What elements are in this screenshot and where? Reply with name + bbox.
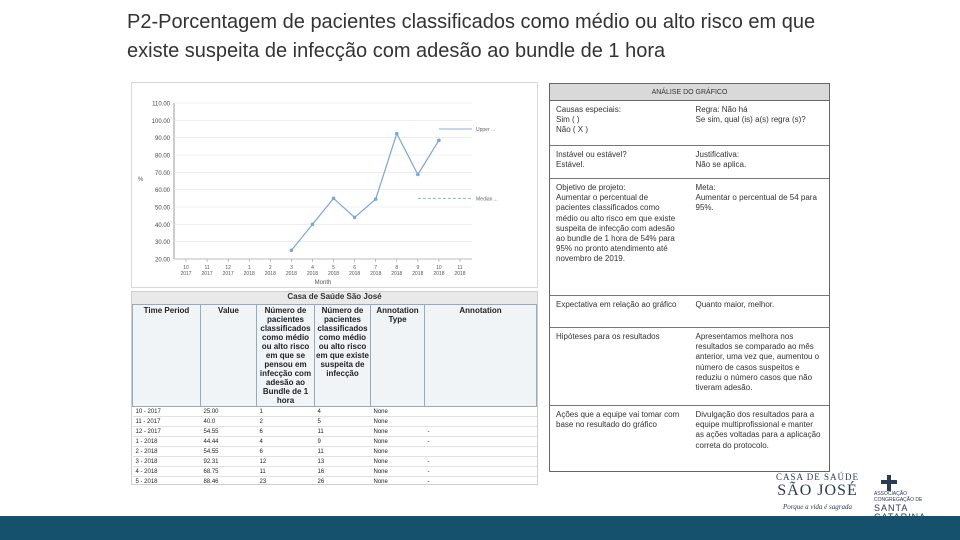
table-cell [425, 407, 537, 417]
col-header-time-period: Time Period [133, 305, 201, 407]
x-tick-label-year: 2018 [306, 271, 319, 277]
series-line [291, 134, 439, 251]
table-cell: 1 [257, 407, 315, 417]
analysis-row-stability [550, 146, 829, 179]
analysis-cell: Expectativa em relação ao gráfico [556, 300, 677, 309]
reference-line-label: Upper ... [476, 127, 496, 133]
cross-emblem-icon [878, 475, 900, 491]
data-point [416, 173, 420, 177]
x-tick-label-month: 7 [374, 265, 378, 271]
table-cell: 88.46 [201, 477, 257, 486]
table-cell: 5 - 2018 [133, 477, 201, 486]
analysis-table [549, 83, 830, 472]
table-cell: 5 [315, 417, 371, 427]
page-title: P2-Porcentagem de pacientes classificados como médio ou alto risco em que existe suspeita de infecção com adesão ao bundle de 1 hora [127, 11, 816, 62]
x-tick-label-year: 2017 [180, 271, 192, 277]
analysis-row-hypotheses [550, 328, 829, 406]
table-cell: - [425, 457, 537, 467]
col-header-annotation-type: Annotation Type [371, 305, 425, 407]
analysis-row-special-causes [550, 101, 829, 146]
logo-acsc-big-text: SANTA [874, 503, 908, 513]
col-header-adhesion-count: Número de pacientes classificados como médio ou alto risco em que se pensou em infecção com adesão ao Bundle de 1 hora [257, 305, 315, 407]
table-cell: 2 [257, 417, 315, 427]
y-tick-label: 30.00 [154, 240, 170, 247]
table-cell: 92.31 [201, 457, 257, 467]
logo-acsc-small-text: ASSOCIAÇÃO CONGREGAÇÃO DE [874, 491, 923, 503]
table-row [133, 437, 537, 447]
table-cell: 26 [315, 477, 371, 486]
table-cell: 4 [257, 437, 315, 447]
x-tick-label-year: 2018 [264, 271, 276, 277]
table-cell: None [371, 437, 425, 447]
x-tick-label-month: 9 [416, 265, 420, 271]
y-tick-label: 80.00 [154, 153, 170, 160]
table-cell: 3 - 2018 [133, 457, 201, 467]
logo-casa-de-saude-sao-jose [770, 472, 865, 511]
table-row [133, 477, 537, 486]
table-cell: None [371, 457, 425, 467]
data-table-grid [132, 304, 537, 485]
table-cell: 1 - 2018 [133, 437, 201, 447]
table-cell: None [371, 427, 425, 437]
y-axis-label: % [138, 177, 144, 183]
table-cell: 44.44 [201, 437, 257, 447]
y-tick-label: 20.00 [154, 257, 170, 264]
analysis-row-project-goal [550, 179, 829, 296]
analysis-cell: Regra: Não há Se sim, qual (is) a(s) regra (s)? [695, 105, 806, 125]
table-cell: 12 - 2017 [133, 427, 201, 437]
x-tick-label-month: 10 [183, 265, 189, 271]
table-cell: 4 - 2018 [133, 467, 201, 477]
x-tick-label-month: 10 [436, 265, 442, 271]
table-cell [425, 447, 537, 457]
analysis-cell: Divulgação dos resultados para a equipe multiprofissional e manter as ações voltadas para a aplicação correta do protocolo. [695, 410, 821, 450]
analysis-cell: Objetivo de projeto: Aumentar o percentual de pacientes classificados como médio ou alto risco em que existe suspeita de infecção com adesão ao bundle de 1 hora de 54% para 95% no pronto atendimento até novembro de 2019. [556, 183, 676, 264]
table-cell: 54.55 [201, 427, 257, 437]
x-tick-label-month: 8 [395, 265, 399, 271]
table-cell: None [371, 477, 425, 486]
data-point [311, 223, 315, 227]
x-tick-label-year: 2018 [243, 271, 255, 277]
table-cell: 23 [257, 477, 315, 486]
x-tick-label-month: 5 [332, 265, 335, 271]
table-cell: 10 - 2017 [133, 407, 201, 417]
data-point [290, 249, 294, 253]
data-point [437, 139, 441, 143]
y-tick-label: 110.00 [152, 101, 170, 108]
table-cell: 25.00 [201, 407, 257, 417]
table-cell: None [371, 407, 425, 417]
data-point [353, 216, 357, 220]
analysis-cell: Quanto maior, melhor. [695, 300, 775, 309]
x-tick-label-year: 2018 [349, 271, 361, 277]
table-row [133, 417, 537, 427]
logo-csj-line2: SÃO JOSÉ [777, 482, 858, 499]
analysis-cell: Apresentamos melhora nos resultados se comparado ao mês anterior, uma vez que, aumentou o número de casos suspeitos e reduziu o número casos que não tiveram adesão. [695, 332, 820, 393]
table-row [133, 467, 537, 477]
table-cell: 6 [257, 427, 315, 437]
table-cell: 40.0 [201, 417, 257, 427]
y-tick-label: 40.00 [154, 222, 170, 229]
col-header-value: Value [201, 305, 257, 407]
table-cell: - [425, 477, 537, 486]
x-tick-label-year: 2017 [222, 271, 234, 277]
logo-csj-line1: CASA DE SAÚDE [775, 472, 859, 482]
x-tick-label-month: 12 [225, 265, 231, 271]
table-cell: - [425, 467, 537, 477]
x-tick-label-month: 11 [457, 265, 463, 271]
table-cell: 16 [315, 467, 371, 477]
table-cell: None [371, 467, 425, 477]
x-tick-label-month: 1 [247, 265, 251, 271]
analysis-cell: Meta: Aumentar o percentual de 54 para 95%. [695, 183, 817, 213]
y-tick-label: 90.00 [154, 136, 170, 143]
data-table-caption: Casa de Saúde São José [132, 292, 537, 304]
table-cell: 9 [315, 437, 371, 447]
data-table-header-row [133, 305, 537, 407]
table-row [133, 447, 537, 457]
analysis-row-expectation [550, 296, 829, 328]
analysis-cell: Hipóteses para os resultados [556, 332, 660, 341]
x-tick-label-month: 11 [204, 265, 210, 271]
table-cell: 2 - 2018 [133, 447, 201, 457]
table-cell [425, 417, 537, 427]
logo-csj-tagline: Porque a vida é sagrada [783, 503, 852, 511]
data-point [395, 132, 399, 136]
data-point [332, 197, 336, 201]
x-tick-label-year: 2018 [412, 271, 424, 277]
data-table [131, 291, 538, 485]
table-cell: 4 [315, 407, 371, 417]
table-cell: 13 [315, 457, 371, 467]
x-tick-label-month: 2 [268, 265, 272, 271]
x-tick-label-year: 2018 [285, 271, 297, 277]
table-cell: 11 - 2017 [133, 417, 201, 427]
bottom-bar [0, 516, 960, 540]
y-tick-label: 70.00 [154, 170, 170, 177]
table-cell: - [425, 437, 537, 447]
table-row [133, 407, 537, 417]
table-cell: 12 [257, 457, 315, 467]
analysis-cell: Causas especiais: Sim ( ) Não ( X ) [556, 105, 621, 135]
analysis-cell: Instável ou estável? Estável. [556, 150, 627, 170]
x-tick-label-year: 2018 [327, 271, 340, 277]
x-tick-label-year: 2018 [454, 271, 466, 277]
x-tick-label-year: 2018 [433, 271, 445, 277]
chart-svg [132, 83, 539, 289]
table-cell: 11 [315, 427, 371, 437]
y-tick-label: 50.00 [154, 205, 170, 212]
x-tick-label-year: 2017 [201, 271, 213, 277]
x-tick-label-month: 4 [311, 265, 314, 271]
y-tick-label: 100.00 [151, 118, 170, 125]
table-cell: 6 [257, 447, 315, 457]
table-cell: 68.75 [201, 467, 257, 477]
col-header-annotation: Annotation [425, 305, 537, 407]
x-tick-label-month: 3 [289, 265, 293, 271]
table-cell: None [371, 447, 425, 457]
table-cell: None [371, 417, 425, 427]
data-point [374, 197, 378, 201]
x-tick-label-year: 2018 [391, 271, 403, 277]
control-chart [131, 82, 538, 288]
x-tick-label-year: 2018 [370, 271, 382, 277]
table-row [133, 457, 537, 467]
analysis-row-actions [550, 406, 829, 472]
x-tick-label-month: 6 [353, 265, 357, 271]
analysis-cell: Justificativa: Não se aplica. [695, 150, 747, 170]
table-cell: 11 [315, 447, 371, 457]
analysis-cell: Ações que a equipe vai tomar com base no resultado do gráfico [556, 410, 680, 430]
table-cell: 11 [257, 467, 315, 477]
table-row [133, 427, 537, 437]
table-cell: 54.55 [201, 447, 257, 457]
y-tick-label: 60.00 [154, 188, 170, 195]
table-cell: - [425, 427, 537, 437]
col-header-suspect-count: Número de pacientes classificados como médio ou alto risco em que existe suspeita de infecção [315, 305, 371, 407]
analysis-header: ANÁLISE DO GRÁFICO [550, 84, 829, 101]
reference-line-label: Median ... [476, 196, 498, 203]
x-axis-label: Month [314, 280, 332, 286]
